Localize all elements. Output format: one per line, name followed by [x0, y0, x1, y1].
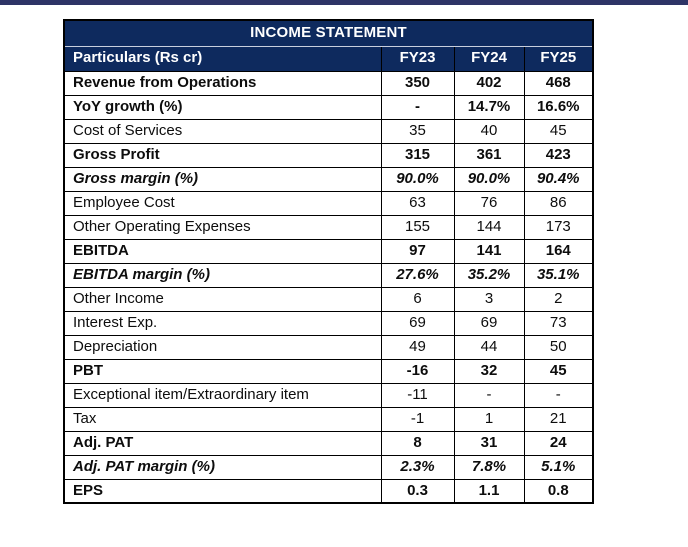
income-statement-table [63, 19, 594, 504]
cell-value: 14.7% [454, 95, 524, 119]
income-table-body [64, 71, 593, 503]
cell-value: 1.1 [454, 479, 524, 503]
row-label: Revenue from Operations [64, 71, 381, 95]
row-label: Cost of Services [64, 119, 381, 143]
cell-value: 0.8 [524, 479, 593, 503]
cell-value: 315 [381, 143, 454, 167]
cell-value: 90.0% [381, 167, 454, 191]
cell-value: 7.8% [454, 455, 524, 479]
column-header-fy23: FY23 [381, 46, 454, 71]
cell-value: 0.3 [381, 479, 454, 503]
cell-value: 86 [524, 191, 593, 215]
cell-value: 24 [524, 431, 593, 455]
table-header-row [64, 46, 593, 71]
cell-value: 16.6% [524, 95, 593, 119]
cell-value: 76 [454, 191, 524, 215]
cell-value: 164 [524, 239, 593, 263]
table-row [64, 239, 593, 263]
row-label: Gross margin (%) [64, 167, 381, 191]
cell-value: 50 [524, 335, 593, 359]
cell-value: 31 [454, 431, 524, 455]
table-row [64, 215, 593, 239]
column-header-particulars: Particulars (Rs cr) [64, 46, 381, 71]
cell-value: 141 [454, 239, 524, 263]
cell-value: 423 [524, 143, 593, 167]
cell-value: 63 [381, 191, 454, 215]
row-label: Tax [64, 407, 381, 431]
table-row [64, 71, 593, 95]
row-label: EBITDA margin (%) [64, 263, 381, 287]
cell-value: 35 [381, 119, 454, 143]
cell-value: 468 [524, 71, 593, 95]
cell-value: - [454, 383, 524, 407]
row-label: Depreciation [64, 335, 381, 359]
cell-value: 35.1% [524, 263, 593, 287]
table-row [64, 479, 593, 503]
cell-value: 44 [454, 335, 524, 359]
cell-value: 2.3% [381, 455, 454, 479]
cell-value: - [381, 95, 454, 119]
row-label: Employee Cost [64, 191, 381, 215]
row-label: PBT [64, 359, 381, 383]
table-row [64, 431, 593, 455]
cell-value: 45 [524, 359, 593, 383]
row-label: Adj. PAT [64, 431, 381, 455]
cell-value: 40 [454, 119, 524, 143]
cell-value: 3 [454, 287, 524, 311]
cell-value: 69 [454, 311, 524, 335]
page-top-accent-bar [0, 0, 688, 5]
cell-value: 45 [524, 119, 593, 143]
column-header-fy24: FY24 [454, 46, 524, 71]
column-header-fy25: FY25 [524, 46, 593, 71]
cell-value: 173 [524, 215, 593, 239]
table-row [64, 191, 593, 215]
table-row [64, 359, 593, 383]
row-label: EPS [64, 479, 381, 503]
cell-value: -16 [381, 359, 454, 383]
cell-value: - [524, 383, 593, 407]
table-row [64, 335, 593, 359]
cell-value: 97 [381, 239, 454, 263]
cell-value: 144 [454, 215, 524, 239]
cell-value: 2 [524, 287, 593, 311]
row-label: Gross Profit [64, 143, 381, 167]
row-label: Interest Exp. [64, 311, 381, 335]
cell-value: 5.1% [524, 455, 593, 479]
row-label: Exceptional item/Extraordinary item [64, 383, 381, 407]
table-row [64, 311, 593, 335]
row-label: EBITDA [64, 239, 381, 263]
cell-value: 155 [381, 215, 454, 239]
cell-value: 361 [454, 143, 524, 167]
cell-value: 27.6% [381, 263, 454, 287]
table-row [64, 95, 593, 119]
cell-value: 1 [454, 407, 524, 431]
cell-value: 90.4% [524, 167, 593, 191]
cell-value: 69 [381, 311, 454, 335]
cell-value: 49 [381, 335, 454, 359]
table-row [64, 407, 593, 431]
cell-value: 21 [524, 407, 593, 431]
table-row [64, 287, 593, 311]
cell-value: -11 [381, 383, 454, 407]
table-row [64, 263, 593, 287]
cell-value: 35.2% [454, 263, 524, 287]
cell-value: 402 [454, 71, 524, 95]
cell-value: -1 [381, 407, 454, 431]
row-label: Other Income [64, 287, 381, 311]
table-row [64, 455, 593, 479]
table-row [64, 143, 593, 167]
cell-value: 6 [381, 287, 454, 311]
cell-value: 350 [381, 71, 454, 95]
cell-value: 32 [454, 359, 524, 383]
cell-value: 90.0% [454, 167, 524, 191]
cell-value: 73 [524, 311, 593, 335]
table-title: INCOME STATEMENT [64, 20, 593, 46]
table-row [64, 167, 593, 191]
cell-value: 8 [381, 431, 454, 455]
row-label: YoY growth (%) [64, 95, 381, 119]
table-title-row [64, 20, 593, 46]
table-row [64, 119, 593, 143]
table-row [64, 383, 593, 407]
row-label: Adj. PAT margin (%) [64, 455, 381, 479]
row-label: Other Operating Expenses [64, 215, 381, 239]
